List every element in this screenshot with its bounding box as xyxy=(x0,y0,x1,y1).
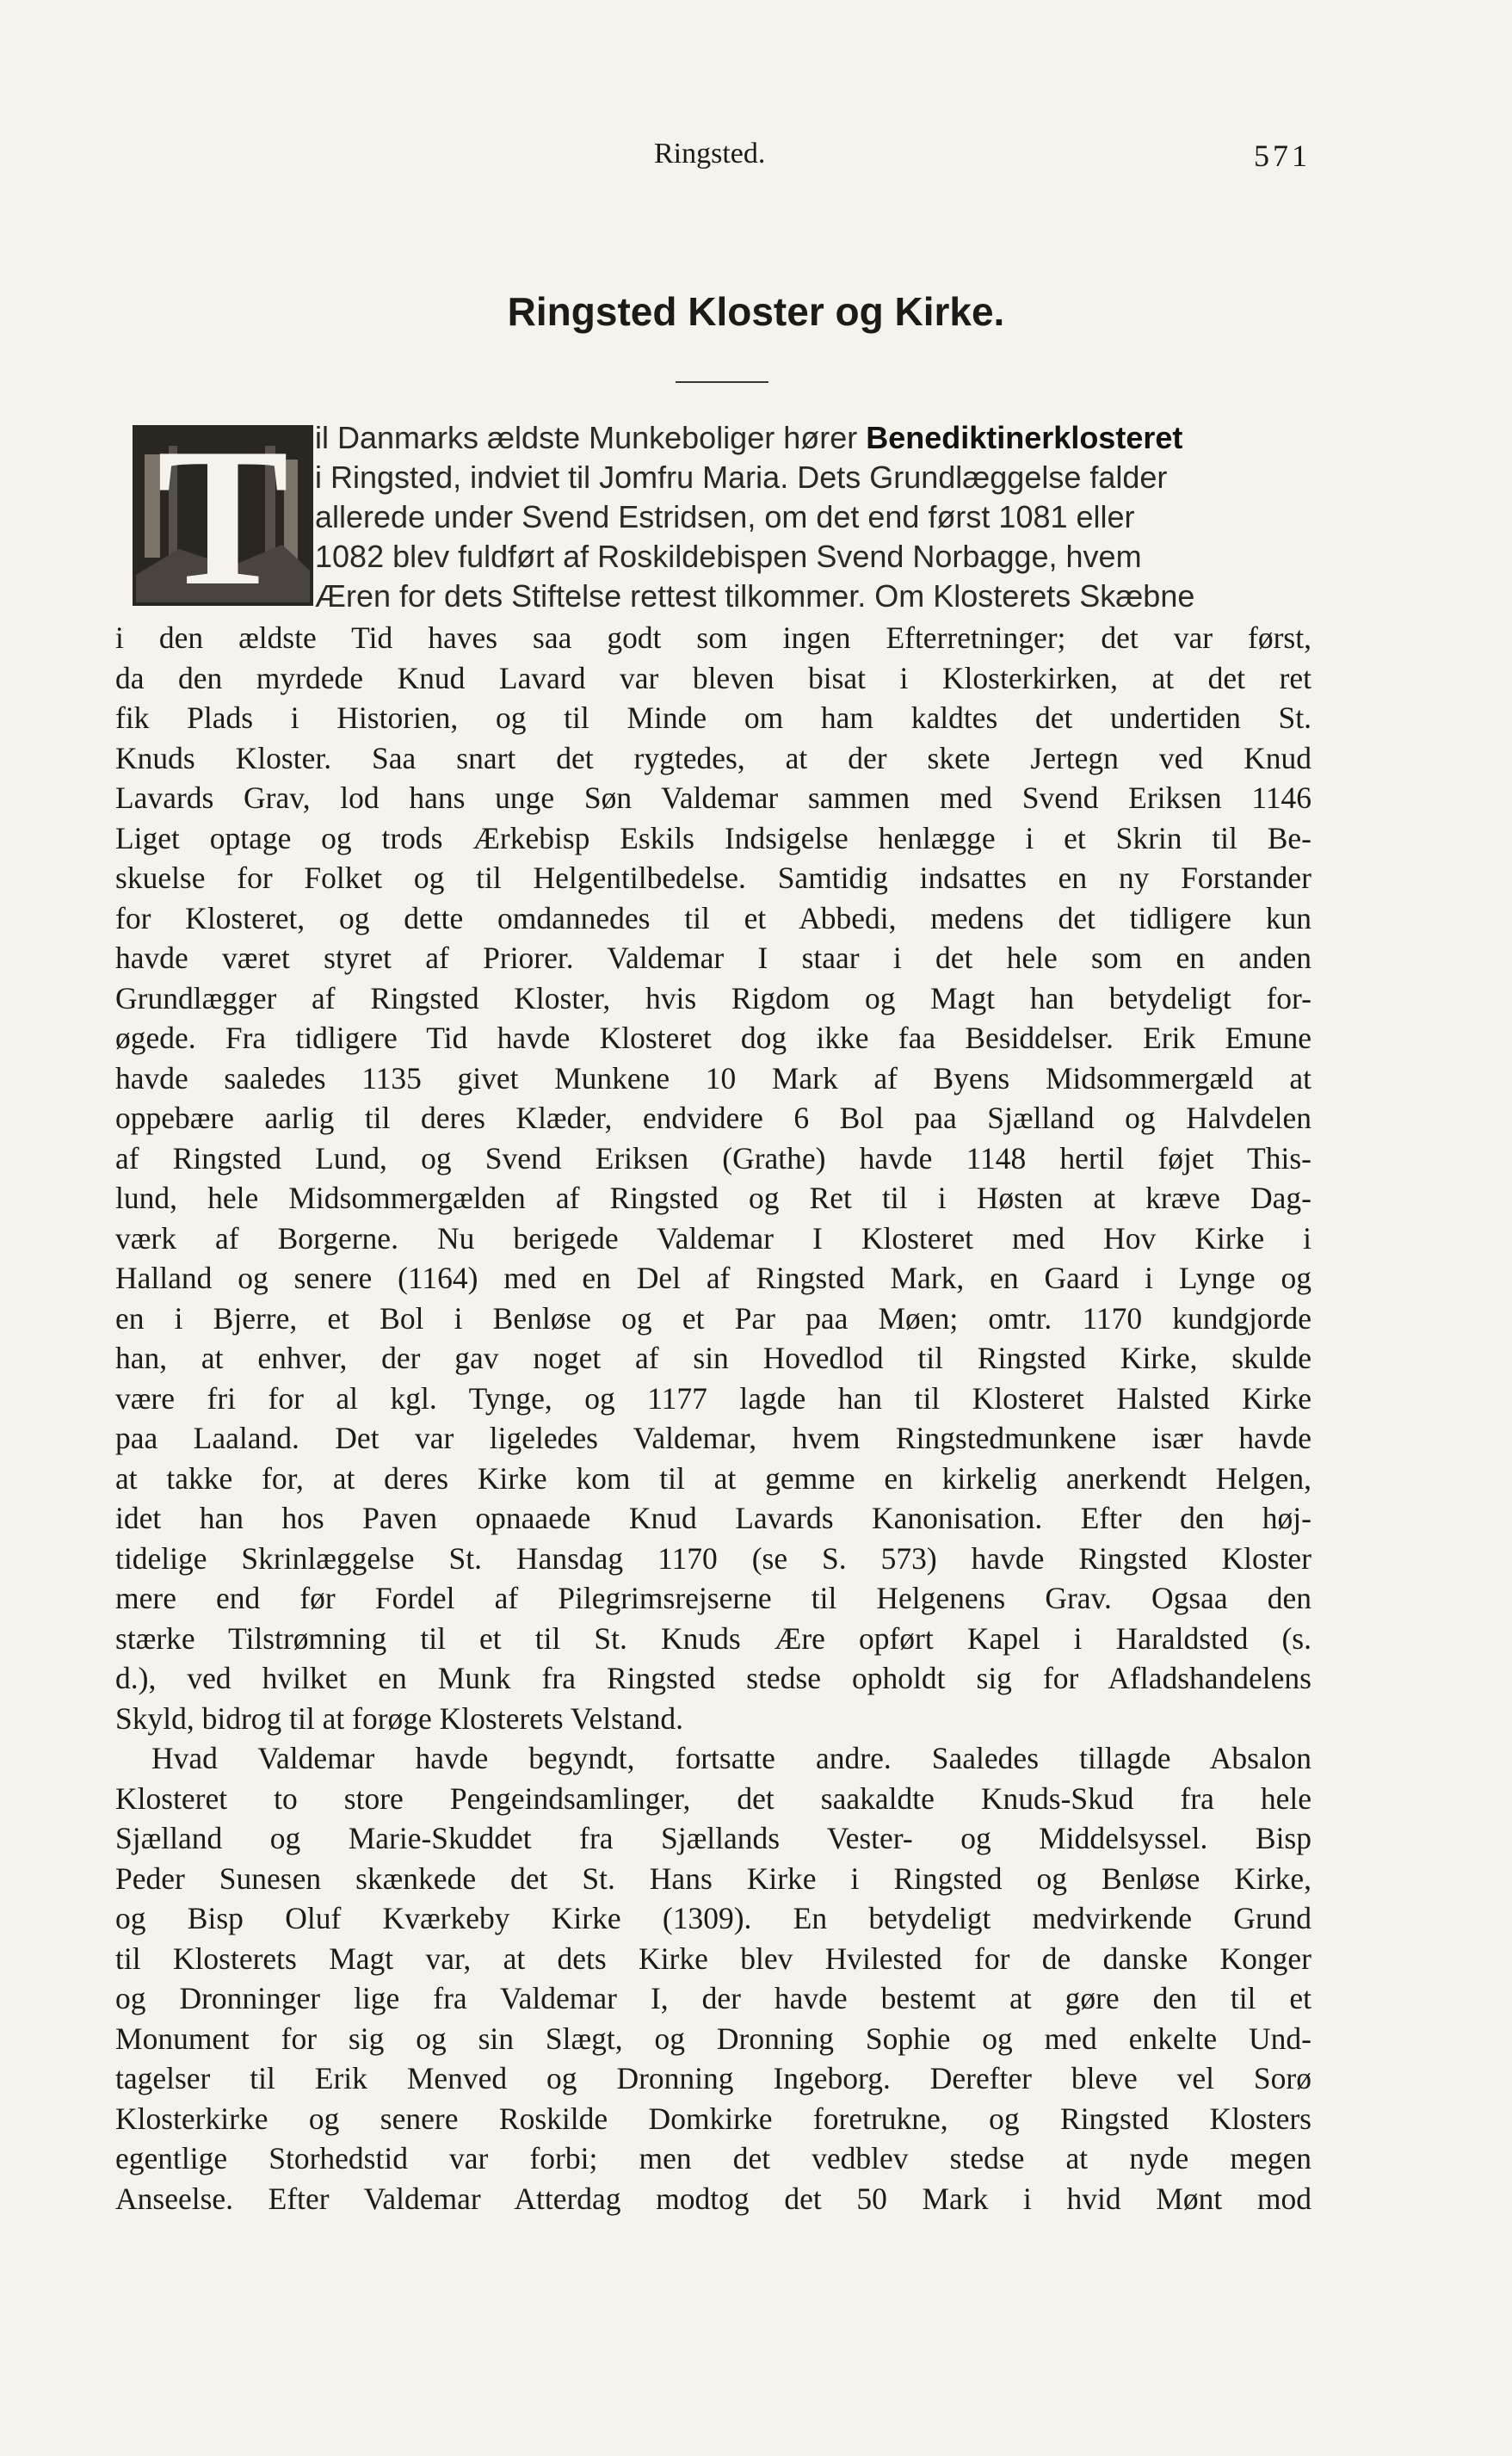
body-line: havde saaledes 1135 givet Munkene 10 Mark af Byens Midsommergæld at xyxy=(115,1061,1311,1095)
body-line: d.), ved hvilket en Munk fra Ringsted stedse opholdt sig for Afladshandelens xyxy=(115,1661,1311,1695)
body-line: af Ringsted Lund, og Svend Eriksen (Grathe) havde 1148 hertil føjet This- xyxy=(115,1141,1311,1176)
opening-line-5: Æren for dets Stiftelse rettest tilkommer. Om Klosterets Skæbne xyxy=(315,578,1195,614)
paragraph2-line: Monument for sig og sin Slægt, og Dronning Sophie og med enkelte Und- xyxy=(115,2021,1311,2056)
paragraph2-line: Peder Sunesen skænkede det St. Hans Kirke i Ringsted og Benløse Kirke, xyxy=(115,1861,1311,1896)
opening-line-1: il Danmarks ældste Munkeboliger hører Benediktinerklosteret xyxy=(315,420,1183,455)
body-line: Grundlægger af Ringsted Kloster, hvis Rigdom og Magt han betydeligt for- xyxy=(115,981,1311,1015)
body-line: i den ældste Tid haves saa godt som ingen Efterretninger; det var først, xyxy=(115,620,1311,655)
body-line: da den myrdede Knud Lavard var bleven bisat i Klosterkirken, at det ret xyxy=(115,661,1311,695)
article-title: Ringsted Kloster og Kirke. xyxy=(507,289,1005,334)
body-line: oppebære aarlig til deres Klæder, endvidere 6 Bol paa Sjælland og Halvdelen xyxy=(115,1101,1311,1135)
body-line: han, at enhver, der gav noget af sin Hovedlod til Ringsted Kirke, skulde xyxy=(115,1341,1311,1375)
body-line: Liget optage og trods Ærkebisp Eskils Indsigelse henlægge i et Skrin til Be- xyxy=(115,821,1311,855)
body-line: tidelige Skrinlæggelse St. Hansdag 1170 (se S. 573) havde Ringsted Kloster xyxy=(115,1541,1311,1576)
body-line: skuelse for Folket og til Helgentilbedelse. Samtidig indsattes en ny Forstander xyxy=(115,861,1311,895)
paragraph2-line: tagelser til Erik Menved og Dronning Ingeborg. Derefter bleve vel Sorø xyxy=(115,2061,1311,2095)
title-rule xyxy=(676,381,768,383)
decorated-initial xyxy=(127,420,318,611)
body-line: mere end før Fordel af Pilegrimsrejserne til Helgenens Grav. Ogsaa den xyxy=(115,1581,1311,1615)
body-line: værk af Borgerne. Nu berigede Valdemar I Klosteret med Hov Kirke i xyxy=(115,1221,1311,1256)
body-line: havde været styret af Priorer. Valdemar I staar i det hele som en anden xyxy=(115,941,1311,975)
paragraph2-line: Klosteret to store Pengeindsamlinger, det saakaldte Knuds-Skud fra hele xyxy=(115,1781,1311,1816)
body-line: Halland og senere (1164) med en Del af Ringsted Mark, en Gaard i Lynge og xyxy=(115,1261,1311,1295)
paragraph2-line: Anseelse. Efter Valdemar Atterdag modtog det 50 Mark i hvid Mønt mod xyxy=(115,2181,1311,2216)
body-line: fik Plads i Historien, og til Minde om ham kaldtes det undertiden St. xyxy=(115,700,1311,735)
paragraph2-line: og Dronninger lige fra Valdemar I, der havde bestemt at gøre den til et xyxy=(115,1981,1311,2015)
body-line: en i Bjerre, et Bol i Benløse og et Par paa Møen; omtr. 1170 kundgjorde xyxy=(115,1301,1311,1336)
page-number: 571 xyxy=(1254,139,1311,173)
body-line: øgede. Fra tidligere Tid havde Klosteret dog ikke faa Besiddelser. Erik Emune xyxy=(115,1021,1311,1055)
paragraph2-line: egentlige Storhedstid var forbi; men det vedblev stedse at nyde megen xyxy=(115,2141,1311,2175)
opening-emphasis: Benediktinerklosteret xyxy=(866,420,1183,455)
running-head: Ringsted. xyxy=(654,138,766,170)
body-line: være fri for al kgl. Tynge, og 1177 lagde han til Klosteret Halsted Kirke xyxy=(115,1381,1311,1416)
body-line: stærke Tilstrømning til et til St. Knuds Ære opført Kapel i Haraldsted (s. xyxy=(115,1621,1311,1656)
body-line: Lavards Grav, lod hans unge Søn Valdemar sammen med Svend Eriksen 1146 xyxy=(115,781,1311,815)
paragraph2-line: og Bisp Oluf Kværkeby Kirke (1309). En betydeligt medvirkende Grund xyxy=(115,1901,1311,1935)
paragraph2-line: Klosterkirke og senere Roskilde Domkirke foretrukne, og Ringsted Klosters xyxy=(115,2101,1311,2136)
opening-line-3: allerede under Svend Estridsen, om det end først 1081 eller xyxy=(315,499,1135,534)
opening-line-4: 1082 blev fuldført af Roskildebispen Svend Norbagge, hvem xyxy=(315,539,1142,574)
paragraph2-line: Sjælland og Marie-Skuddet fra Sjællands Vester- og Middelsyssel. Bisp xyxy=(115,1821,1311,1855)
initial-letter: T xyxy=(157,420,289,611)
paragraph2-line: Hvad Valdemar havde begyndt, fortsatte andre. Saaledes tillagde Absalon xyxy=(151,1741,1311,1775)
body-line: idet han hos Paven opnaaede Knud Lavards Kanonisation. Efter den høj- xyxy=(115,1501,1311,1535)
initial-t-illustration xyxy=(127,420,318,611)
body-line: for Klosteret, og dette omdannedes til et Abbedi, medens det tidligere kun xyxy=(115,901,1311,935)
body-line: Knuds Kloster. Saa snart det rygtedes, at der skete Jertegn ved Knud xyxy=(115,741,1311,775)
body-line: at takke for, at deres Kirke kom til at gemme en kirkelig anerkendt Helgen, xyxy=(115,1461,1311,1496)
body-line: lund, hele Midsommergælden af Ringsted og Ret til i Høsten at kræve Dag- xyxy=(115,1181,1311,1215)
body-line: Skyld, bidrog til at forøge Klosterets Velstand. xyxy=(115,1701,683,1736)
opening-line-2: i Ringsted, indviet til Jomfru Maria. Dets Grundlæggelse falder xyxy=(315,460,1168,495)
body-line: paa Laaland. Det var ligeledes Valdemar, hvem Ringstedmunkene især havde xyxy=(115,1421,1311,1455)
paragraph2-line: til Klosterets Magt var, at dets Kirke blev Hvilested for de danske Konger xyxy=(115,1941,1311,1976)
